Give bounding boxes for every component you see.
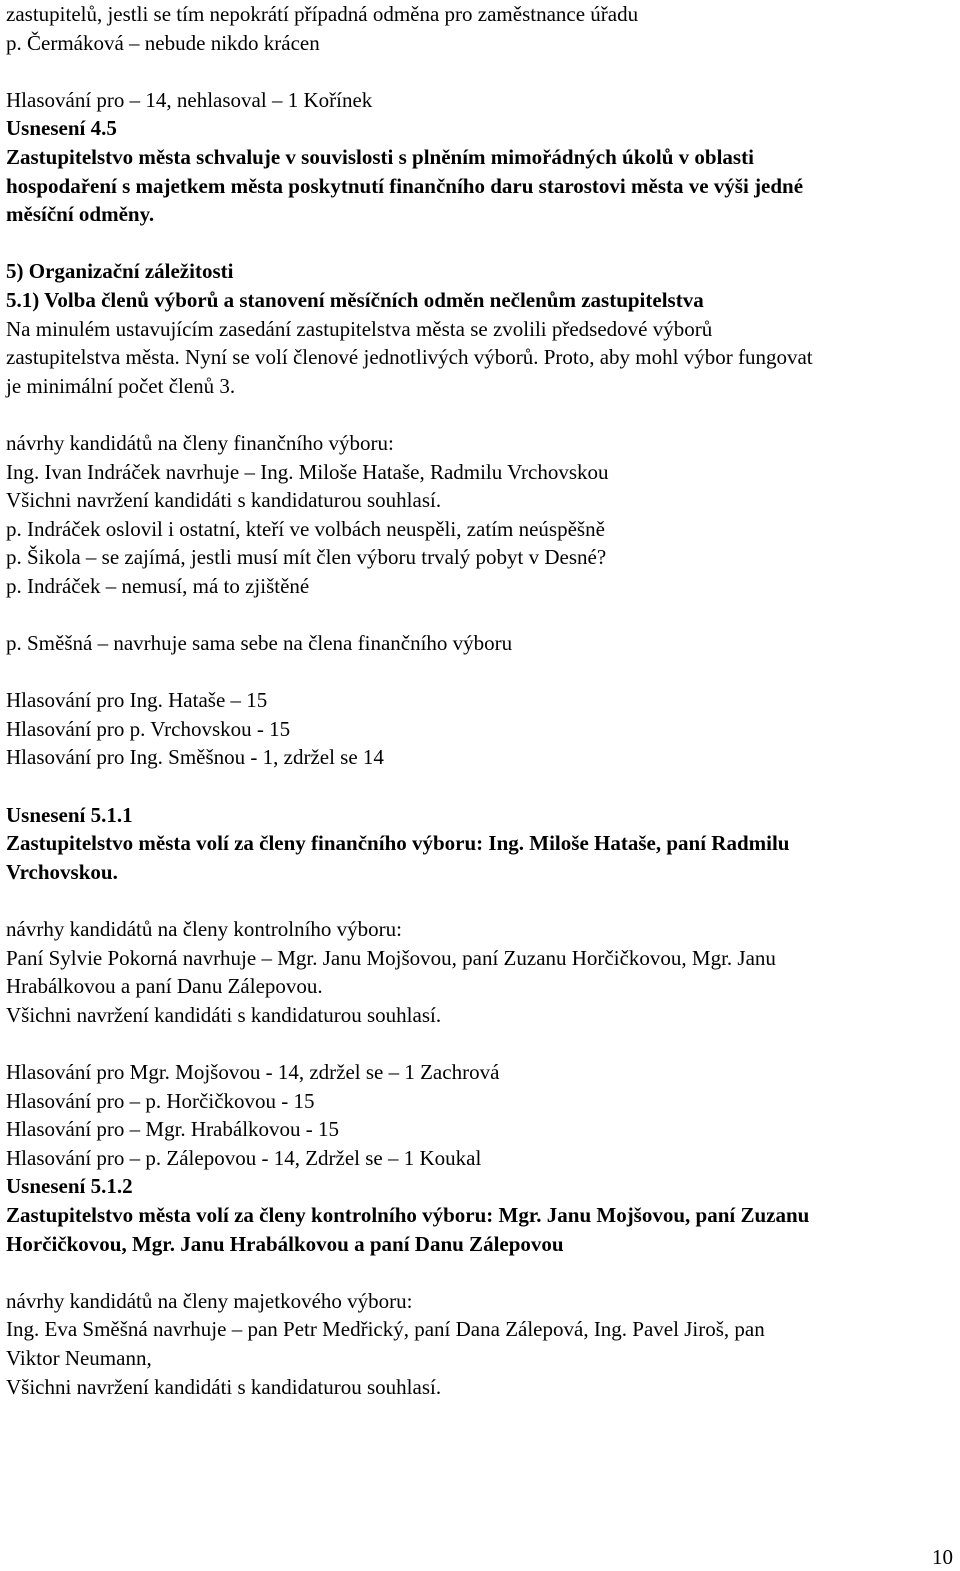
- resolution-heading: Usnesení 5.1.2: [6, 1174, 133, 1199]
- vote-result: Hlasování pro – Mgr. Hrabálkovou - 15: [6, 1117, 340, 1142]
- resolution-text: hospodaření s majetkem města poskytnutí finančního daru starostovi města ve výši jedné: [6, 173, 804, 198]
- vote-result: Hlasování pro – p. Horčičkovou - 15: [6, 1088, 315, 1113]
- text-line: p. Směšná – navrhuje sama sebe na člena finančního výboru: [6, 631, 513, 656]
- text-line: Všichni navržení kandidáti s kandidaturou souhlasí.: [6, 1002, 442, 1027]
- resolution-text: Zastupitelstvo města volí za členy finančního výboru: Ing. Miloše Hataše, paní Radmilu: [6, 831, 790, 856]
- vote-result: Hlasování pro – 14, nehlasoval – 1 Kořínek: [6, 87, 373, 112]
- resolution-text: Zastupitelstvo města schvaluje v souvislosti s plněním mimořádných úkolů v oblasti: [6, 144, 754, 169]
- text-line: p. Šikola – se zajímá, jestli musí mít člen výboru trvalý pobyt v Desné?: [6, 545, 607, 570]
- vote-result: Hlasování pro Mgr. Mojšovou - 14, zdržel se – 1 Zachrová: [6, 1059, 500, 1084]
- section-heading: 5) Organizační záležitosti: [6, 259, 234, 284]
- text-line: návrhy kandidátů na členy majetkového výboru:: [6, 1288, 413, 1313]
- text-line: zastupitelstva města. Nyní se volí členové jednotlivých výborů. Proto, aby mohl výbor fungovat: [6, 345, 813, 370]
- vote-result: Hlasování pro Ing. Hataše – 15: [6, 688, 268, 713]
- vote-result: Hlasování pro – p. Zálepovou - 14, Zdržel se – 1 Koukal: [6, 1145, 482, 1170]
- text-line: p. Indráček – nemusí, má to zjištěné: [6, 573, 310, 598]
- resolution-heading: Usnesení 5.1.1: [6, 802, 133, 827]
- resolution-text: Vrchovskou.: [6, 859, 118, 884]
- text-line: Všichni navržení kandidáti s kandidaturou souhlasí.: [6, 488, 442, 513]
- resolution-text: Zastupitelstvo města volí za členy kontrolního výboru: Mgr. Janu Mojšovou, paní Zuzanu: [6, 1202, 810, 1227]
- text-line: p. Čermáková – nebude nikdo krácen: [6, 30, 320, 55]
- text-line: návrhy kandidátů na členy kontrolního výboru:: [6, 917, 402, 941]
- text-line: Viktor Neumann,: [6, 1345, 152, 1370]
- text-line: p. Indráček oslovil i ostatní, kteří ve volbách neuspěli, zatím neúspěšně: [6, 516, 605, 541]
- subsection-heading: 5.1) Volba členů výborů a stanovení měsíčních odměn nečlenům zastupitelstva: [6, 287, 704, 312]
- text-line: Ing. Ivan Indráček navrhuje – Ing. Miloše Hataše, Radmilu Vrchovskou: [6, 459, 609, 484]
- resolution-text: Horčičkovou, Mgr. Janu Hrabálkovou a paní Danu Zálepovou: [6, 1231, 564, 1256]
- text-line: Hrabálkovou a paní Danu Zálepovou.: [6, 974, 323, 999]
- text-line: Ing. Eva Směšná navrhuje – pan Petr Medřický, paní Dana Zálepová, Ing. Pavel Jiroš, pan: [6, 1317, 765, 1342]
- text-line: Paní Sylvie Pokorná navrhuje – Mgr. Janu Mojšovou, paní Zuzanu Horčičkovou, Mgr. Janu: [6, 945, 776, 970]
- text-line: Na minulém ustavujícím zasedání zastupitelstva města se zvolili předsedové výborů: [6, 316, 713, 341]
- resolution-text: měsíční odměny.: [6, 202, 155, 227]
- resolution-heading: Usnesení 4.5: [6, 116, 117, 141]
- text-line: návrhy kandidátů na členy finančního výboru:: [6, 430, 394, 455]
- vote-result: Hlasování pro p. Vrchovskou - 15: [6, 716, 291, 741]
- vote-result: Hlasování pro Ing. Směšnou - 1, zdržel se 14: [6, 745, 384, 770]
- text-line: Všichni navržení kandidáti s kandidaturou souhlasí.: [6, 1374, 442, 1399]
- text-line: zastupitelů, jestli se tím nepokrátí případná odměna pro zaměstnance úřadu: [6, 2, 639, 26]
- document-body: [6, 0, 951, 1401]
- page-number: 10: [932, 1545, 953, 1569]
- text-line: je minimální počet členů 3.: [6, 373, 236, 398]
